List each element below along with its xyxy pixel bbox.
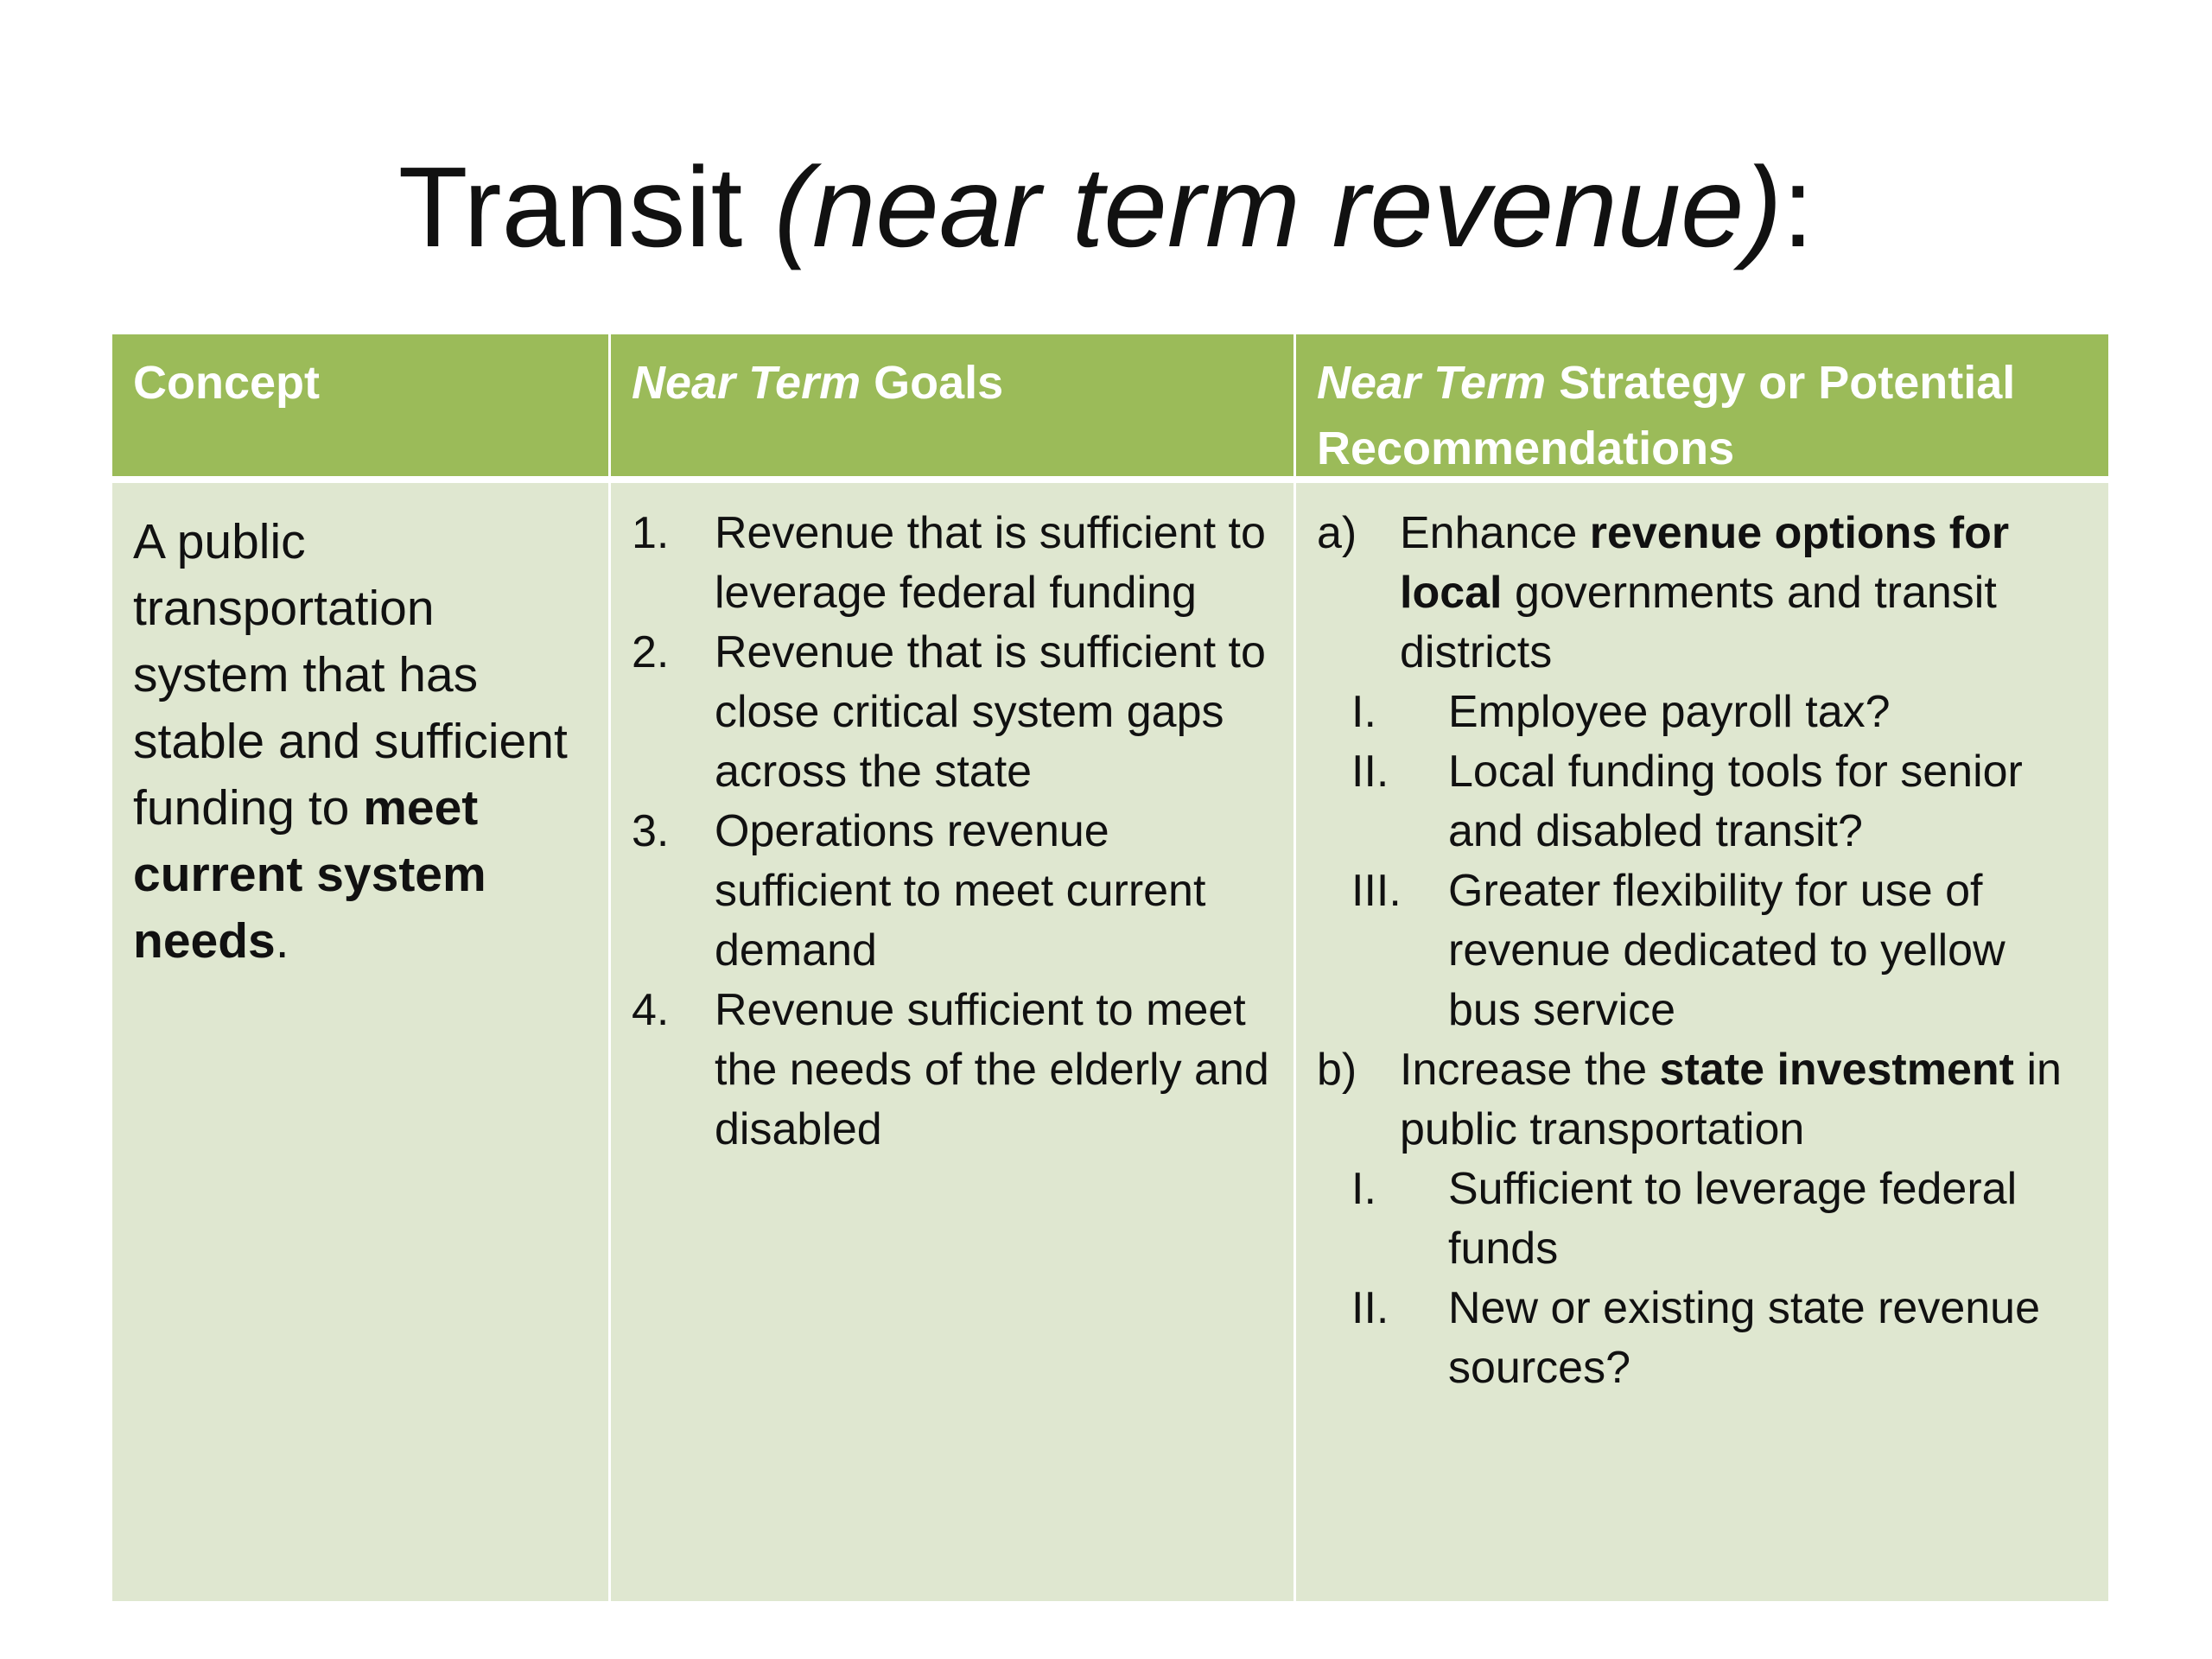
strategy-b-post: in public transportation xyxy=(1400,1045,2062,1154)
concept-text-end: . xyxy=(275,913,289,969)
title-suffix: : xyxy=(1782,143,1815,270)
concept-text xyxy=(133,504,588,975)
subitem-marker: II. xyxy=(1351,1283,1389,1333)
strategy-a-post: governments and transit districts xyxy=(1400,568,1997,677)
subitem-marker: III. xyxy=(1351,866,1402,916)
goal-item xyxy=(632,623,1273,802)
subitem-text: New or existing state revenue sources? xyxy=(1448,1283,2041,1393)
header-goals-rest: Goals xyxy=(861,357,1004,409)
cell-concept xyxy=(112,483,611,1601)
subitem-text: Greater flexibility for use of revenue dedicated to yellow bus service xyxy=(1448,866,2005,1035)
strategy-b-pre: Increase the xyxy=(1400,1045,1660,1095)
goal-marker: 3. xyxy=(632,806,670,856)
cell-strategy xyxy=(1296,483,2108,1601)
strategy-item-a xyxy=(1317,504,2088,683)
concept-text-bold: meet current system needs xyxy=(133,780,486,969)
goal-item xyxy=(632,802,1273,981)
goal-item xyxy=(632,981,1273,1160)
header-goals xyxy=(611,334,1296,483)
strategy-subitem xyxy=(1317,742,2088,861)
goal-text: Revenue sufficient to meet the needs of the elderly and disabled xyxy=(715,985,1269,1154)
header-strategy-rest: Strategy or Potential Recommendations xyxy=(1317,357,2016,474)
header-concept xyxy=(112,334,611,483)
subitem-text: Local funding tools for senior and disabled transit? xyxy=(1448,747,2023,856)
strategy-item-b xyxy=(1317,1040,2088,1160)
header-goals-italic: Near Term xyxy=(632,357,861,409)
title-main: Transit xyxy=(397,143,774,270)
strategy-text xyxy=(1400,504,2088,683)
header-strategy-italic: Near Term xyxy=(1317,357,1547,409)
goal-text: Revenue that is sufficient to close critical system gaps across the state xyxy=(715,627,1266,797)
goal-marker: 2. xyxy=(632,627,670,677)
subitem-marker: I. xyxy=(1351,687,1376,737)
goal-marker: 1. xyxy=(632,508,670,558)
strategy-a-bold: revenue options for local xyxy=(1400,508,2010,618)
strategy-subitem xyxy=(1317,861,2088,1040)
strategy-subitem xyxy=(1317,1160,2088,1279)
strategy-a-pre: Enhance xyxy=(1400,508,1590,558)
subitem-marker: I. xyxy=(1351,1164,1376,1214)
strategy-subitem xyxy=(1317,683,2088,742)
slide-title xyxy=(0,138,2212,276)
subitem-text: Sufficient to leverage federal funds xyxy=(1448,1164,2018,1274)
goal-text: Operations revenue sufficient to meet current demand xyxy=(715,806,1206,976)
concept-table xyxy=(112,334,2108,1601)
strategy-text xyxy=(1400,1040,2088,1160)
header-concept-label: Concept xyxy=(133,357,320,409)
strategy-marker: a) xyxy=(1317,508,1357,558)
concept-text-plain: A public transportation system that has stable and sufficient funding to xyxy=(133,514,568,836)
strategy-marker: b) xyxy=(1317,1045,1357,1095)
goal-item xyxy=(632,504,1273,623)
subitem-marker: II. xyxy=(1351,747,1389,797)
strategy-b-bold: state investment xyxy=(1659,1045,2014,1095)
title-italic: (near term revenue) xyxy=(774,143,1783,270)
cell-goals xyxy=(611,483,1296,1601)
goal-text: Revenue that is sufficient to leverage federal funding xyxy=(715,508,1266,618)
header-strategy xyxy=(1296,334,2108,483)
strategy-subitem xyxy=(1317,1279,2088,1398)
goal-marker: 4. xyxy=(632,985,670,1035)
subitem-text: Employee payroll tax? xyxy=(1448,687,1891,737)
